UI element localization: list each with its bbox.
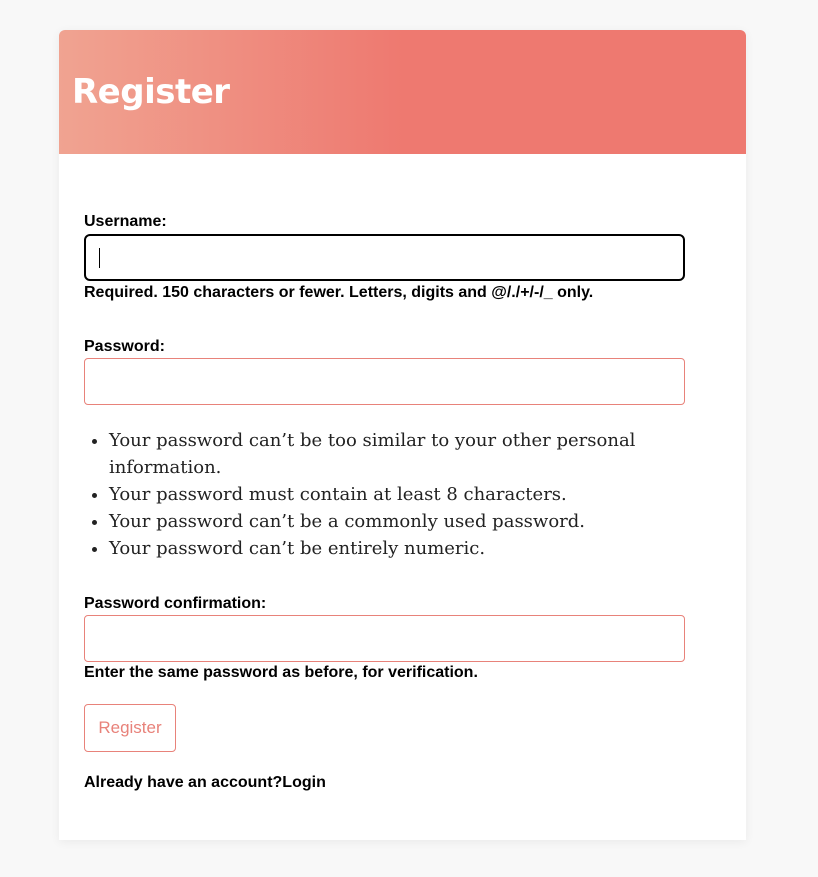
password-rule-item: • Your password can’t be entirely numeric. [109,535,669,562]
password-label: Password: [84,338,165,355]
password-confirmation-help-text: Enter the same password as before, for verification. [84,664,478,681]
register-button[interactable]: Register [84,704,176,752]
username-label: Username: [84,213,167,230]
password-rule-item: • Your password must contain at least 8 characters. [109,481,669,508]
login-prompt-text: Already have an account? [84,774,283,791]
login-link[interactable]: Login [282,774,326,791]
text-caret [99,248,100,268]
page-title: Register [72,72,230,112]
password-confirmation-input[interactable] [84,615,685,662]
card-header [59,30,746,154]
password-rule-item: • Your password can’t be a commonly used password. [109,508,669,535]
username-input[interactable] [84,234,685,281]
password-confirmation-label: Password confirmation: [84,595,267,612]
register-card [59,30,746,840]
password-input[interactable] [84,358,685,405]
password-rules-list [84,427,669,562]
username-help-text: Required. 150 characters or fewer. Letters, digits and @/./+/-/_ only. [84,284,594,301]
login-prompt [84,774,326,792]
password-rule-item: • Your password can’t be too similar to your other personal information. [109,427,669,481]
